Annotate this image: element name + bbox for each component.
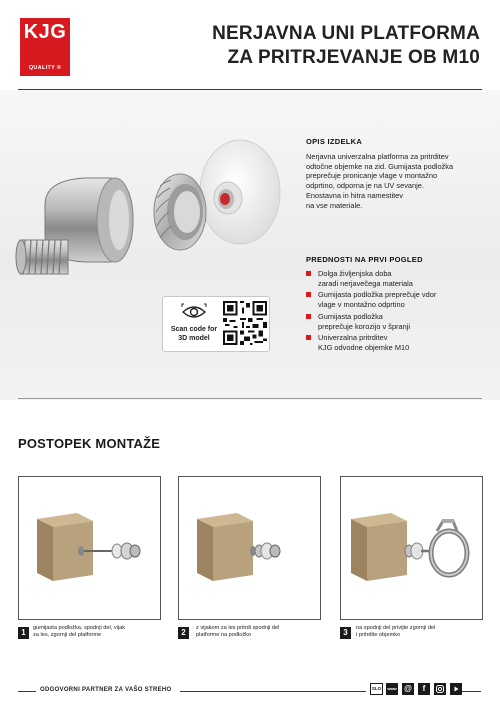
- step-2-illustration: [179, 477, 320, 619]
- advantage-item: Gumijasta podložka preprečuje korozijo v špranji: [306, 312, 486, 331]
- page-title: [212, 22, 480, 70]
- facebook-icon[interactable]: f: [418, 683, 430, 695]
- qr-code[interactable]: [223, 301, 267, 345]
- eye-icon: [181, 303, 207, 321]
- step-1-image: [18, 476, 161, 620]
- title-line-1: NERJAVNA UNI PLATFORMA: [212, 23, 480, 44]
- scan-code-box[interactable]: [162, 296, 270, 352]
- advantage-item: Dolga življenjska doba zaradi nerjavečega materiala: [306, 269, 486, 288]
- step-3-number: 3: [340, 627, 351, 639]
- procedure-title: POSTOPEK MONTAŽE: [18, 436, 161, 451]
- description-heading: OPIS IZDELKA: [306, 137, 363, 146]
- instagram-icon[interactable]: [434, 683, 446, 695]
- advantage-item: Gumijasta podložka preprečuje vdor vlage v montažno odprtino: [306, 290, 486, 309]
- hero-divider: [18, 398, 482, 399]
- step-3-image: [340, 476, 483, 620]
- advantage-item: Univerzalna pritrditev KJG odvodne objemke M10: [306, 333, 486, 352]
- at-icon[interactable]: @: [402, 683, 414, 695]
- scan-label: Scan code for 3D model: [170, 326, 218, 342]
- bullet-square-icon: [306, 292, 311, 297]
- footer-line-middle: [180, 691, 366, 692]
- step-2-number: 2: [178, 627, 189, 639]
- footer-slogan: ODGOVORNI PARTNER ZA VAŠO STREHO: [40, 687, 172, 693]
- bullet-square-icon: [306, 271, 311, 276]
- step-1-number: 1: [18, 627, 29, 639]
- advantages-list: [306, 269, 486, 355]
- step-2-text: z vijakom za les pritrdi spodnji del platforme na podložko: [196, 625, 280, 638]
- step-3-text: na spodnji del privijte zgornji del i pritrdite objemko: [356, 625, 436, 638]
- logo-tagline: QUALITY ®: [28, 65, 62, 71]
- step-2-image: [178, 476, 321, 620]
- kjg-logo: [20, 18, 70, 76]
- logo-brand: KJG: [23, 21, 67, 43]
- step-3-illustration: [341, 477, 482, 619]
- bullet-square-icon: [306, 314, 311, 319]
- web-icon[interactable]: www: [386, 683, 398, 695]
- description-text: Nerjavna univerzalna platforma za pritrditev odtočne objemke na zid. Gumijasta podložka preprečuje pronicanje vlage v montažno odprtino, odporna je na UV sevanje. Enostavna in hitra namestitev na vse materiale.: [306, 152, 454, 210]
- step-1-text: gumijasta podložka, spodnji del, vijak za les, zgornji del platforme: [33, 625, 126, 638]
- language-badge[interactable]: SLO: [370, 683, 383, 695]
- youtube-icon[interactable]: [450, 683, 462, 695]
- title-line-2: ZA PRITRJEVANJE OB M10: [227, 47, 480, 68]
- advantages-heading: PREDNOSTI NA PRVI POGLED: [306, 255, 423, 264]
- footer-line-right: [461, 691, 481, 692]
- bullet-square-icon: [306, 335, 311, 340]
- footer-line-left: [18, 691, 36, 692]
- step-1-illustration: [19, 477, 160, 619]
